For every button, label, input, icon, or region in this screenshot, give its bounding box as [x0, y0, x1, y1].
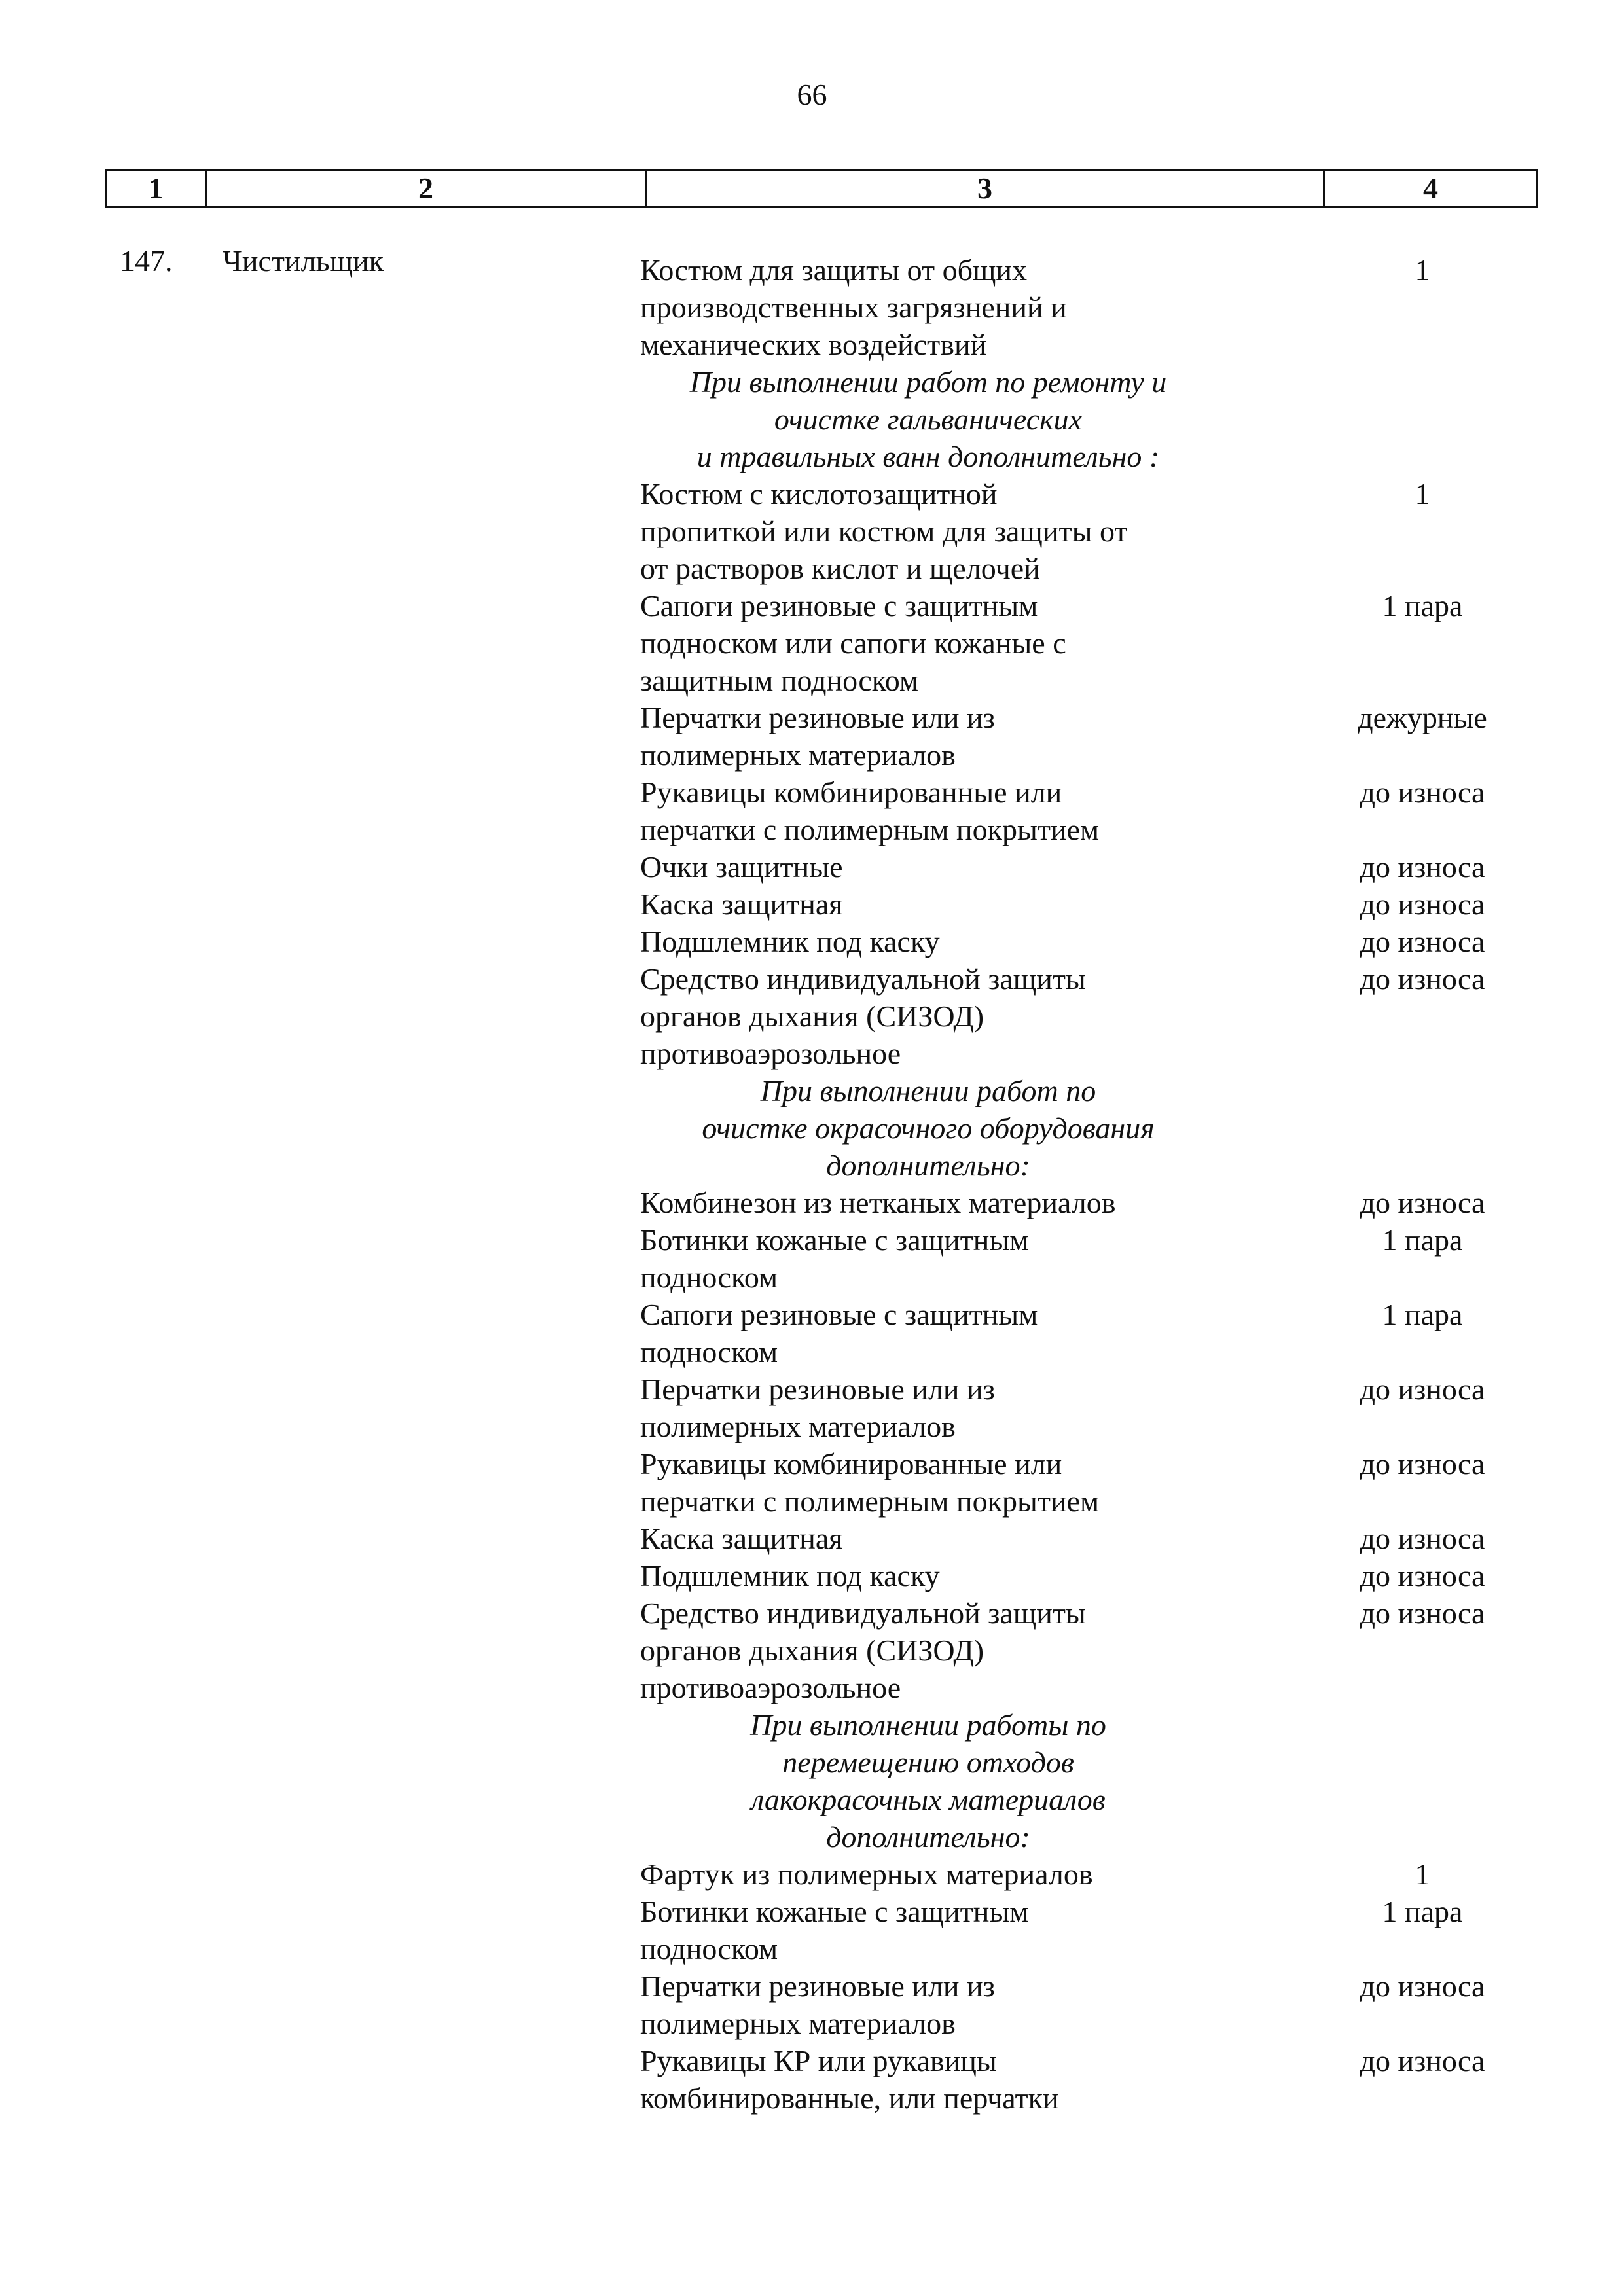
- list-item: [640, 774, 1557, 848]
- item-name: Костюм для защиты от общих производственных загрязнений и механических воздействий: [640, 253, 1067, 361]
- list-item: [640, 1594, 1557, 1706]
- item-name: Подшлемник под каску: [640, 925, 940, 958]
- list-item: [640, 848, 1557, 886]
- item-quantity: 1: [1415, 253, 1430, 287]
- item-quantity: до износа: [1360, 2044, 1485, 2077]
- item-name: Каска защитная: [640, 888, 843, 921]
- header-col-2: 2: [205, 171, 645, 206]
- condition-note: При выполнении работы по перемещению отходов лакокрасочных материалов дополнительно:: [750, 1708, 1106, 1854]
- item-name: Фартук из полимерных материалов: [640, 1857, 1093, 1891]
- list-item: [640, 475, 1557, 587]
- item-name: Рукавицы комбинированные или перчатки с полимерным покрытием: [640, 776, 1100, 846]
- list-item: [640, 1856, 1557, 1893]
- list-item: [640, 1371, 1557, 1445]
- item-quantity: 1 пара: [1382, 589, 1463, 622]
- item-name: Каска защитная: [640, 1522, 843, 1555]
- page-number: 66: [797, 78, 827, 111]
- item-name: Очки защитные: [640, 850, 843, 884]
- item-quantity: до износа: [1360, 1559, 1485, 1592]
- item-name: Средство индивидуальной защиты органов дыхания (СИЗОД) противоаэрозольное: [640, 962, 1086, 1070]
- condition-note: При выполнении работ по очистке окрасочного оборудования дополнительно:: [702, 1074, 1155, 1182]
- item-name: Перчатки резиновые или из полимерных материалов: [640, 701, 995, 772]
- list-item: [640, 886, 1557, 923]
- item-quantity: дежурные: [1358, 701, 1487, 734]
- item-name: Костюм с кислотозащитной пропиткой или костюм для защиты от от растворов кислот и щелочей: [640, 477, 1128, 585]
- item-quantity: до износа: [1360, 776, 1485, 809]
- item-quantity: 1 пара: [1382, 1895, 1463, 1928]
- item-quantity: до износа: [1360, 1447, 1485, 1480]
- item-name: Рукавицы КР или рукавицы комбинированные, или перчатки: [640, 2044, 1059, 2115]
- item-name: Средство индивидуальной защиты органов дыхания (СИЗОД) противоаэрозольное: [640, 1596, 1086, 1704]
- item-quantity: до износа: [1360, 925, 1485, 958]
- item-name: Ботинки кожаные с защитным подноском: [640, 1223, 1029, 1294]
- item-name: Ботинки кожаные с защитным подноском: [640, 1895, 1029, 1965]
- item-name: Комбинезон из нетканых материалов: [640, 1186, 1116, 1219]
- list-item: [640, 960, 1557, 1072]
- item-name: Перчатки резиновые или из полимерных материалов: [640, 1969, 995, 2040]
- header-col-3: 3: [645, 171, 1323, 206]
- list-item: [640, 1557, 1557, 1594]
- profession-name: Чистильщик: [223, 244, 384, 278]
- item-quantity: до износа: [1360, 962, 1485, 996]
- item-quantity: до износа: [1360, 888, 1485, 921]
- list-item: [640, 1221, 1557, 1296]
- item-name: Рукавицы комбинированные или перчатки с полимерным покрытием: [640, 1447, 1100, 1518]
- list-item: [640, 1893, 1557, 1967]
- item-quantity: 1 пара: [1382, 1223, 1463, 1257]
- list-item: [640, 587, 1557, 699]
- item-quantity: 1: [1415, 1857, 1430, 1891]
- list-item: [640, 2042, 1557, 2117]
- list-item: [640, 1445, 1557, 1520]
- list-item: [640, 923, 1557, 960]
- item-quantity: до износа: [1360, 1186, 1485, 1219]
- list-item: [640, 1296, 1557, 1371]
- item-quantity: до износа: [1360, 1372, 1485, 1406]
- table-header-row: [105, 169, 1538, 208]
- item-quantity: 1: [1415, 477, 1430, 511]
- item-name: Перчатки резиновые или из полимерных материалов: [640, 1372, 995, 1443]
- item-name: Подшлемник под каску: [640, 1559, 940, 1592]
- row-number: 147.: [120, 244, 173, 278]
- item-quantity: до износа: [1360, 850, 1485, 884]
- ppe-items-list: [640, 251, 1557, 2117]
- item-name: Сапоги резиновые с защитным подноском: [640, 1298, 1038, 1369]
- list-item: [640, 251, 1557, 363]
- item-quantity: до износа: [1360, 1596, 1485, 1630]
- condition-note: При выполнении работ по ремонту и очистке гальванических и травильных ванн дополнительно :: [689, 365, 1167, 473]
- item-name: Сапоги резиновые с защитным подноском или сапоги кожаные с защитным подноском: [640, 589, 1066, 697]
- item-quantity: до износа: [1360, 1969, 1485, 2003]
- item-quantity: 1 пара: [1382, 1298, 1463, 1331]
- list-item: [640, 1967, 1557, 2042]
- header-col-4: 4: [1323, 171, 1536, 206]
- list-item: [640, 699, 1557, 774]
- header-col-1: 1: [148, 171, 164, 205]
- item-quantity: до износа: [1360, 1522, 1485, 1555]
- list-item: [640, 1520, 1557, 1557]
- list-item: [640, 1184, 1557, 1221]
